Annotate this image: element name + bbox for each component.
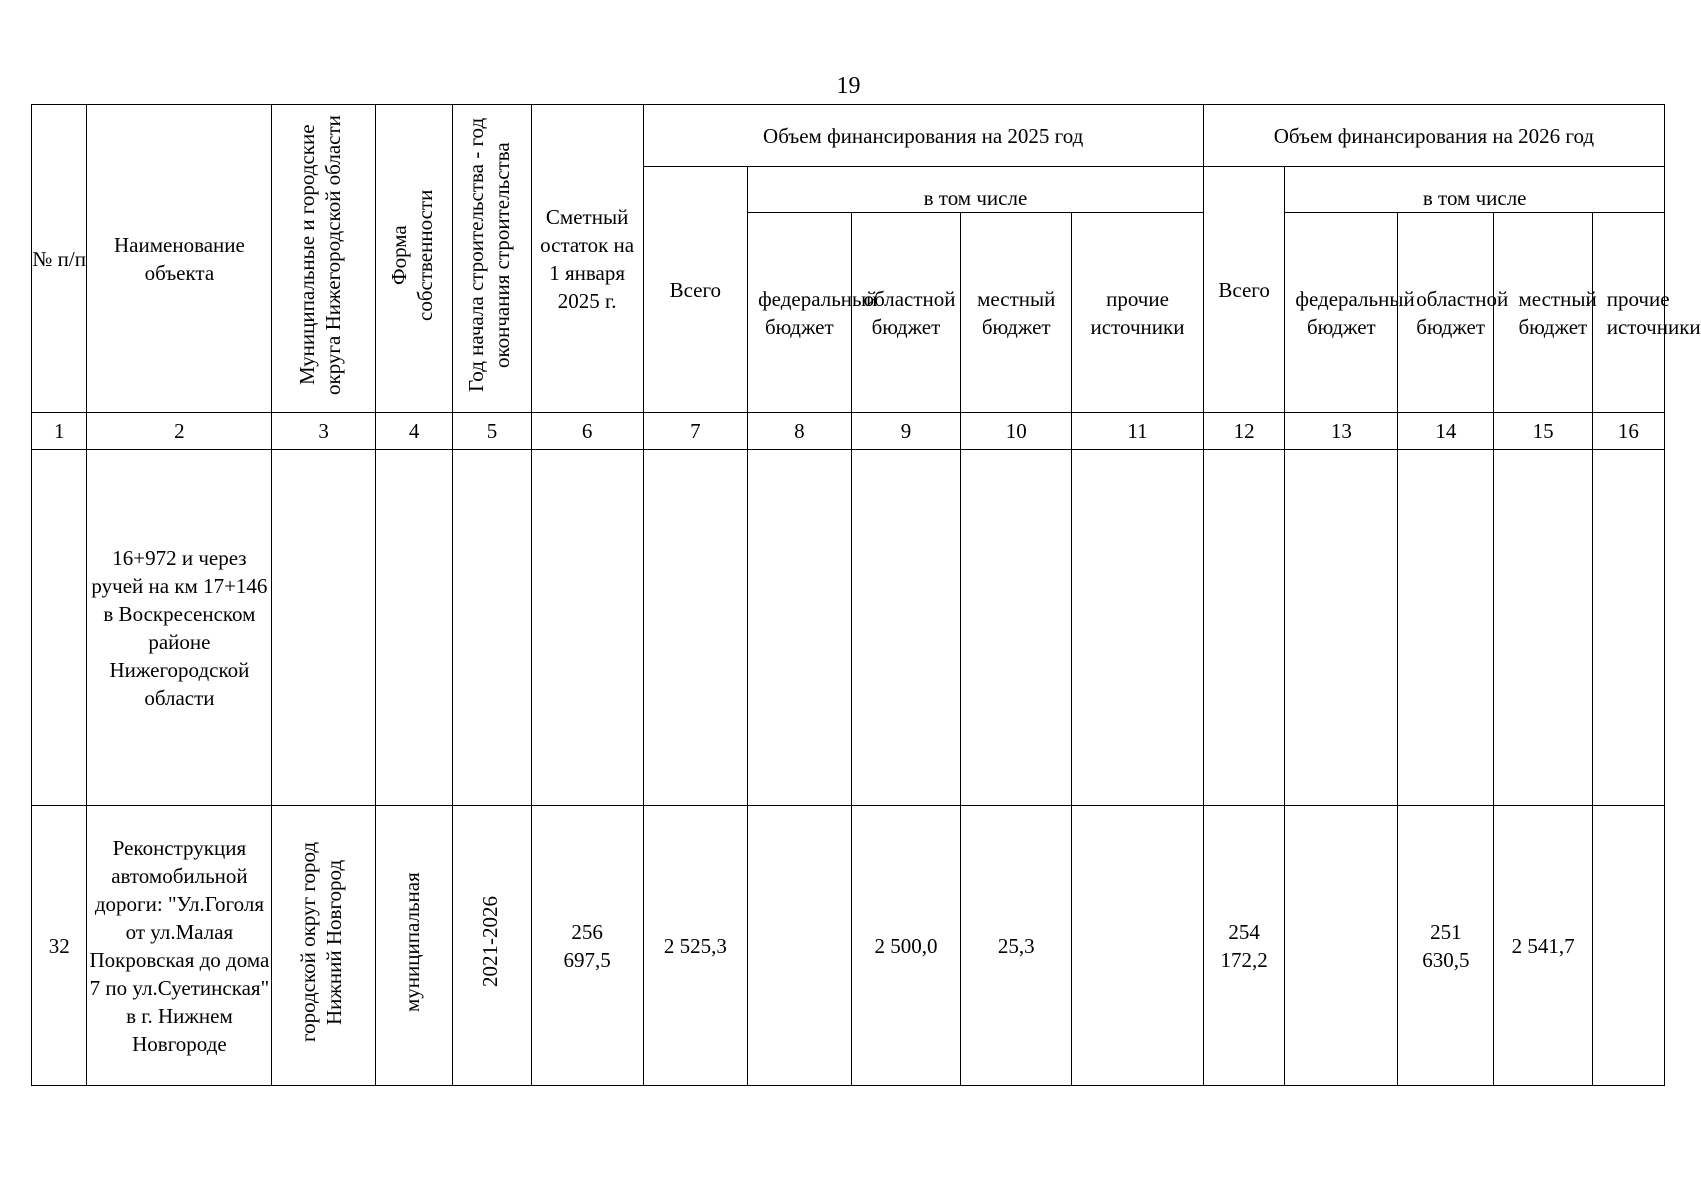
- total-2025-cell: 2 525,3: [643, 806, 748, 1086]
- column-number: 6: [531, 413, 643, 450]
- continuation-object-name: 16+972 и через ручей на км 17+146 в Воскресенском районе Нижегородской области: [87, 450, 272, 806]
- header-years: Год начала строительства - год окончания строительства: [453, 105, 531, 413]
- header-regional-2026: областной бюджет: [1398, 213, 1494, 413]
- continuation-row: [32, 450, 1665, 806]
- column-number: 16: [1592, 413, 1664, 450]
- header-including-2025: в том числе: [748, 167, 1204, 213]
- remainder-cell: 256 697,5: [531, 806, 643, 1086]
- header-regional-2025: областной бюджет: [851, 213, 961, 413]
- municipality-cell: городской округ город Нижний Новгород: [272, 806, 375, 1086]
- column-number: 5: [453, 413, 531, 450]
- header-other-2026: прочие источники: [1592, 213, 1664, 413]
- local-2026-cell: 2 541,7: [1494, 806, 1592, 1086]
- column-number: 9: [851, 413, 961, 450]
- column-number: 15: [1494, 413, 1592, 450]
- column-number: 4: [375, 413, 452, 450]
- header-other-2025: прочие источники: [1072, 213, 1204, 413]
- header-remainder: Сметный остаток на 1 января 2025 г.: [531, 105, 643, 413]
- regional-2025-cell: 2 500,0: [851, 806, 961, 1086]
- federal-2025-cell: [748, 806, 851, 1086]
- header-total-2026: Всего: [1203, 167, 1285, 413]
- financing-table: [31, 104, 1701, 1086]
- total-2026-cell: 254 172,2: [1203, 806, 1285, 1086]
- header-group-2026: Объем финансирования на 2026 год: [1203, 105, 1664, 167]
- column-numbers-row: [32, 413, 1665, 450]
- column-number: 12: [1203, 413, 1285, 450]
- column-number: 1: [32, 413, 87, 450]
- row-number: 32: [32, 806, 87, 1086]
- header-name: Наименование объекта: [87, 105, 272, 413]
- years-cell: 2021-2026: [453, 806, 531, 1086]
- header-including-2026: в том числе: [1285, 167, 1665, 213]
- regional-2026-cell: 251 630,5: [1398, 806, 1494, 1086]
- other-2025-cell: [1072, 806, 1204, 1086]
- header-total-2025: Всего: [643, 167, 748, 413]
- column-number: 13: [1285, 413, 1398, 450]
- header-no: № п/п: [32, 105, 87, 413]
- page-number: 19: [836, 73, 861, 99]
- column-number: 8: [748, 413, 851, 450]
- other-2026-cell: [1592, 806, 1664, 1086]
- header-federal-2025: федеральный бюджет: [748, 213, 851, 413]
- column-number: 14: [1398, 413, 1494, 450]
- header-ownership: Форма собственности: [375, 105, 452, 413]
- ownership-cell: муниципальная: [375, 806, 452, 1086]
- header-local-2025: местный бюджет: [961, 213, 1072, 413]
- header-federal-2026: федеральный бюджет: [1285, 213, 1398, 413]
- column-number: 3: [272, 413, 375, 450]
- header-local-2026: местный бюджет: [1494, 213, 1592, 413]
- header-row-1: [32, 105, 1665, 167]
- local-2025-cell: 25,3: [961, 806, 1072, 1086]
- column-number: 10: [961, 413, 1072, 450]
- table-row: [32, 806, 1665, 1086]
- column-number: 2: [87, 413, 272, 450]
- header-municipality: Муниципальные и городские округа Нижегородской области: [272, 105, 375, 413]
- object-name: Реконструкция автомобильной дороги: "Ул.Гоголя от ул.Малая Покровская до дома 7 по ул.Суетинская" в г. Нижнем Новгороде: [87, 806, 272, 1086]
- column-number: 7: [643, 413, 748, 450]
- column-number: 11: [1072, 413, 1204, 450]
- header-group-2025: Объем финансирования на 2025 год: [643, 105, 1203, 167]
- federal-2026-cell: [1285, 806, 1398, 1086]
